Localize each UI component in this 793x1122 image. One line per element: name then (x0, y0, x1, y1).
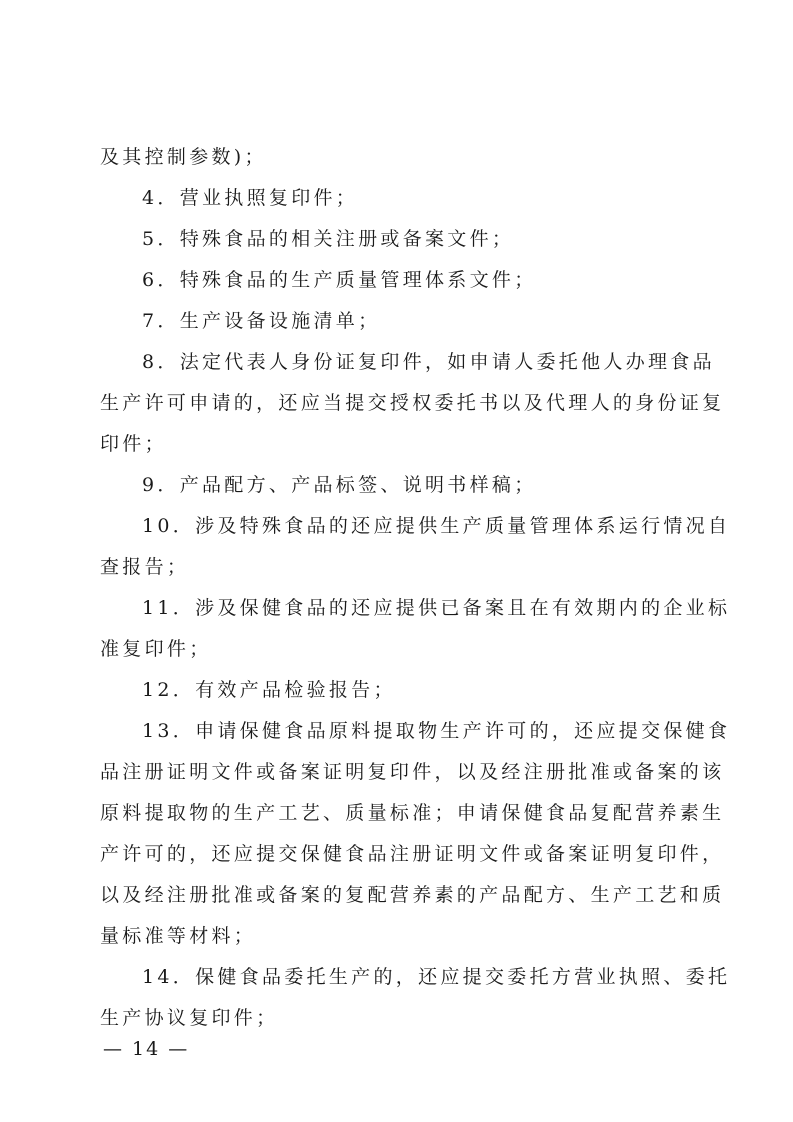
page-number: — 14 — (103, 1038, 190, 1060)
list-item-14: 14．保健食品委托生产的，还应提交委托方营业执照、委托 (142, 966, 731, 988)
text-line: 印件； (100, 433, 167, 455)
list-item-13: 13．申请保健食品原料提取物生产许可的，还应提交保健食 (142, 720, 731, 742)
list-item-11: 11．涉及保健食品的还应提供已备案且在有效期内的企业标 (142, 597, 731, 619)
list-item-12: 12．有效产品检验报告； (142, 679, 396, 701)
text-line: 及其控制参数)； (100, 146, 267, 168)
list-item-10: 10．涉及特殊食品的还应提供生产质量管理体系运行情况自 (142, 515, 731, 537)
text-line: 品注册证明文件或备案证明复印件，以及经注册批准或备案的该 (100, 761, 725, 783)
text-line: 准复印件； (100, 638, 212, 660)
text-line: 生产许可申请的，还应当提交授权委托书以及代理人的身份证复 (100, 392, 725, 414)
text-line: 量标准等材料； (100, 925, 257, 947)
list-item-8: 8．法定代表人身份证复印件，如申请人委托他人办理食品 (142, 351, 715, 373)
list-item-7: 7．生产设备设施清单； (142, 310, 381, 332)
list-item-6: 6．特殊食品的生产质量管理体系文件； (142, 269, 537, 291)
list-item-9: 9．产品配方、产品标签、说明书样稿； (142, 474, 537, 496)
text-line: 查报告； (100, 556, 190, 578)
text-line: 产许可的，还应提交保健食品注册证明文件或备案证明复印件， (100, 843, 725, 865)
text-line: 生产协议复印件； (100, 1007, 279, 1029)
list-item-5: 5．特殊食品的相关注册或备案文件； (142, 228, 515, 250)
text-line: 原料提取物的生产工艺、质量标准；申请保健食品复配营养素生 (100, 802, 725, 824)
list-item-4: 4．营业执照复印件； (142, 187, 359, 209)
text-line: 以及经注册批准或备案的复配营养素的产品配方、生产工艺和质 (100, 884, 725, 906)
